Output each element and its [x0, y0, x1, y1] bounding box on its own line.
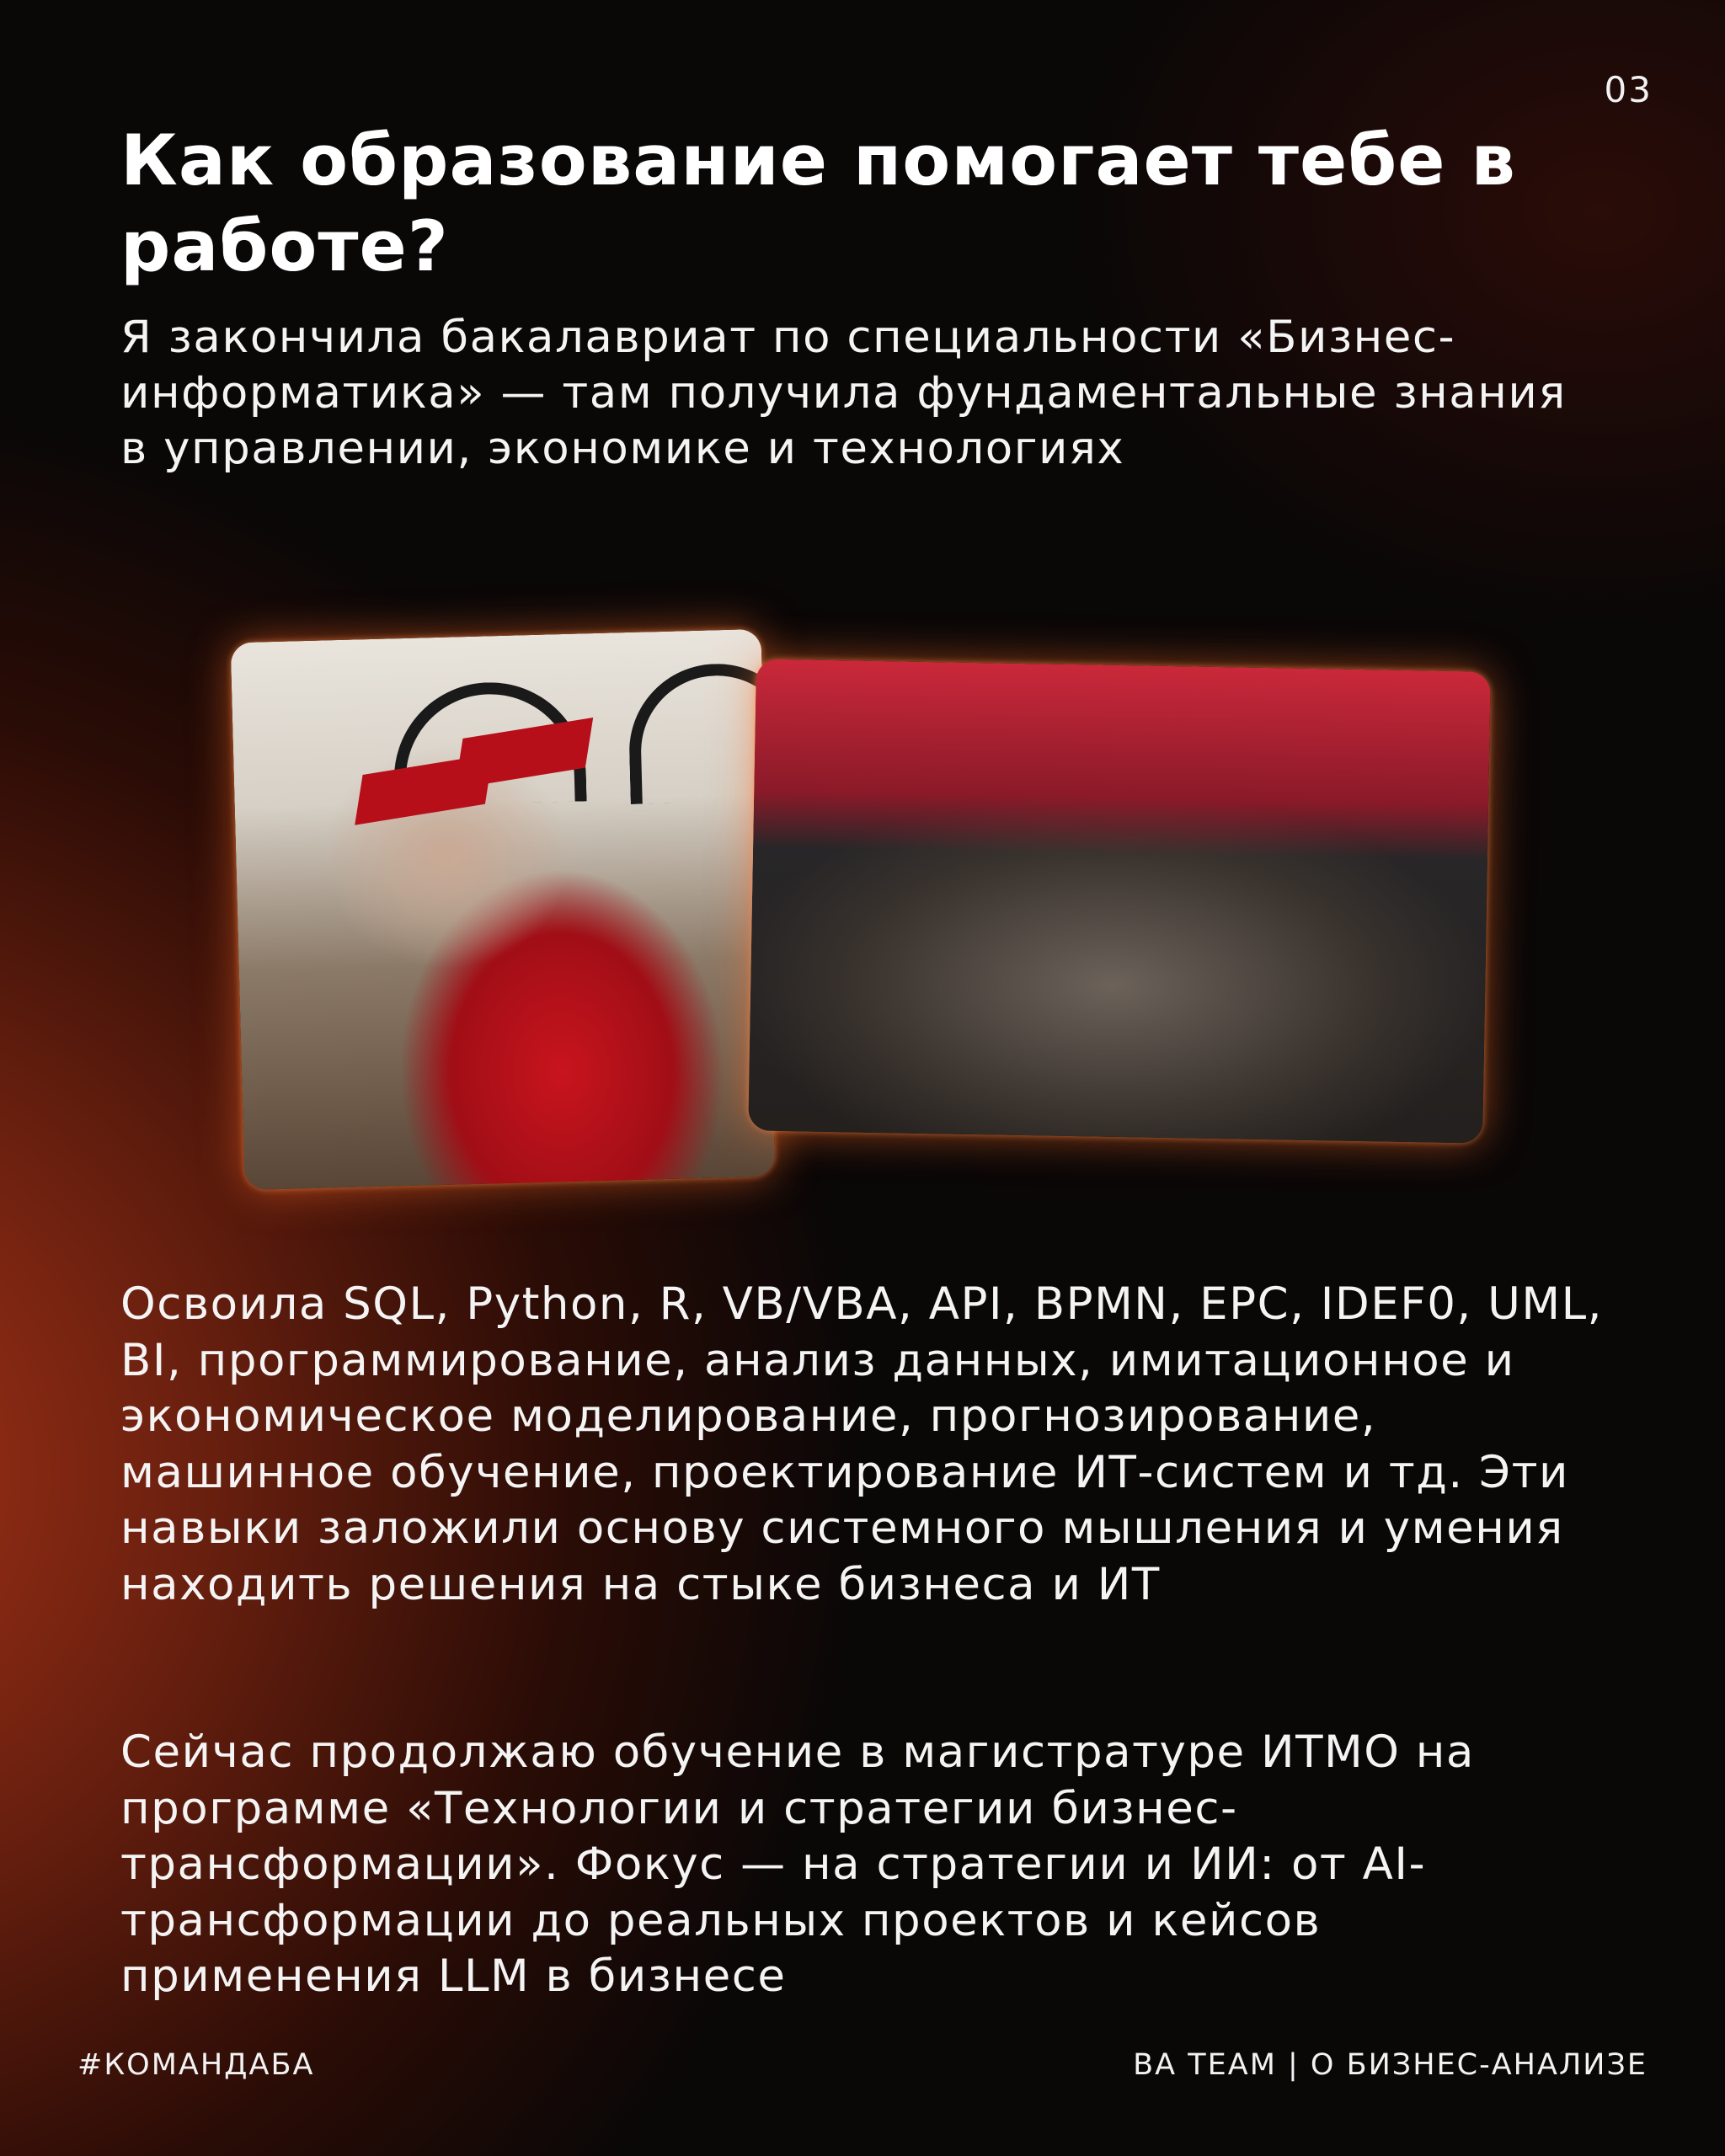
page-title: Как образование помогает тебе в работе? [120, 120, 1516, 287]
graduation-photo-group [748, 659, 1491, 1143]
graduation-photo-selfie [231, 629, 776, 1190]
footer-brand: BA TEAM | О БИЗНЕС-АНАЛИЗЕ [1133, 2048, 1648, 2082]
skills-paragraph: Освоила SQL, Python, R, VB/VBA, API, BPMN, EPC, IDEF0, UML, BI, программирование, анализ данных, имитационное и экономическое моделирование, прогнозирование, машинное обучение, проектирование ИТ-систем и тд. Эти навыки заложили основу системного мышления и умения находить решения на стыке бизнеса и ИТ [120, 1278, 1604, 1610]
masters-paragraph: Сейчас продолжаю обучение в магистратуре ИТМО на программе «Технологии и стратегии бизнес-трансформации». Фокус — на стратегии и ИИ: от AI-трансформации до реальных проектов и кейсов применения LLM в бизнесе [120, 1726, 1475, 2002]
lead-paragraph: Я закончила бакалавриат по специальности «Бизнес-информатика» — там получила фундаментальные знания в управлении, экономике и технологиях [120, 312, 1567, 474]
arch-decor [627, 662, 775, 804]
footer-hashtag: #КОМАНДАБА [77, 2048, 315, 2082]
page-number: 03 [1604, 69, 1653, 110]
